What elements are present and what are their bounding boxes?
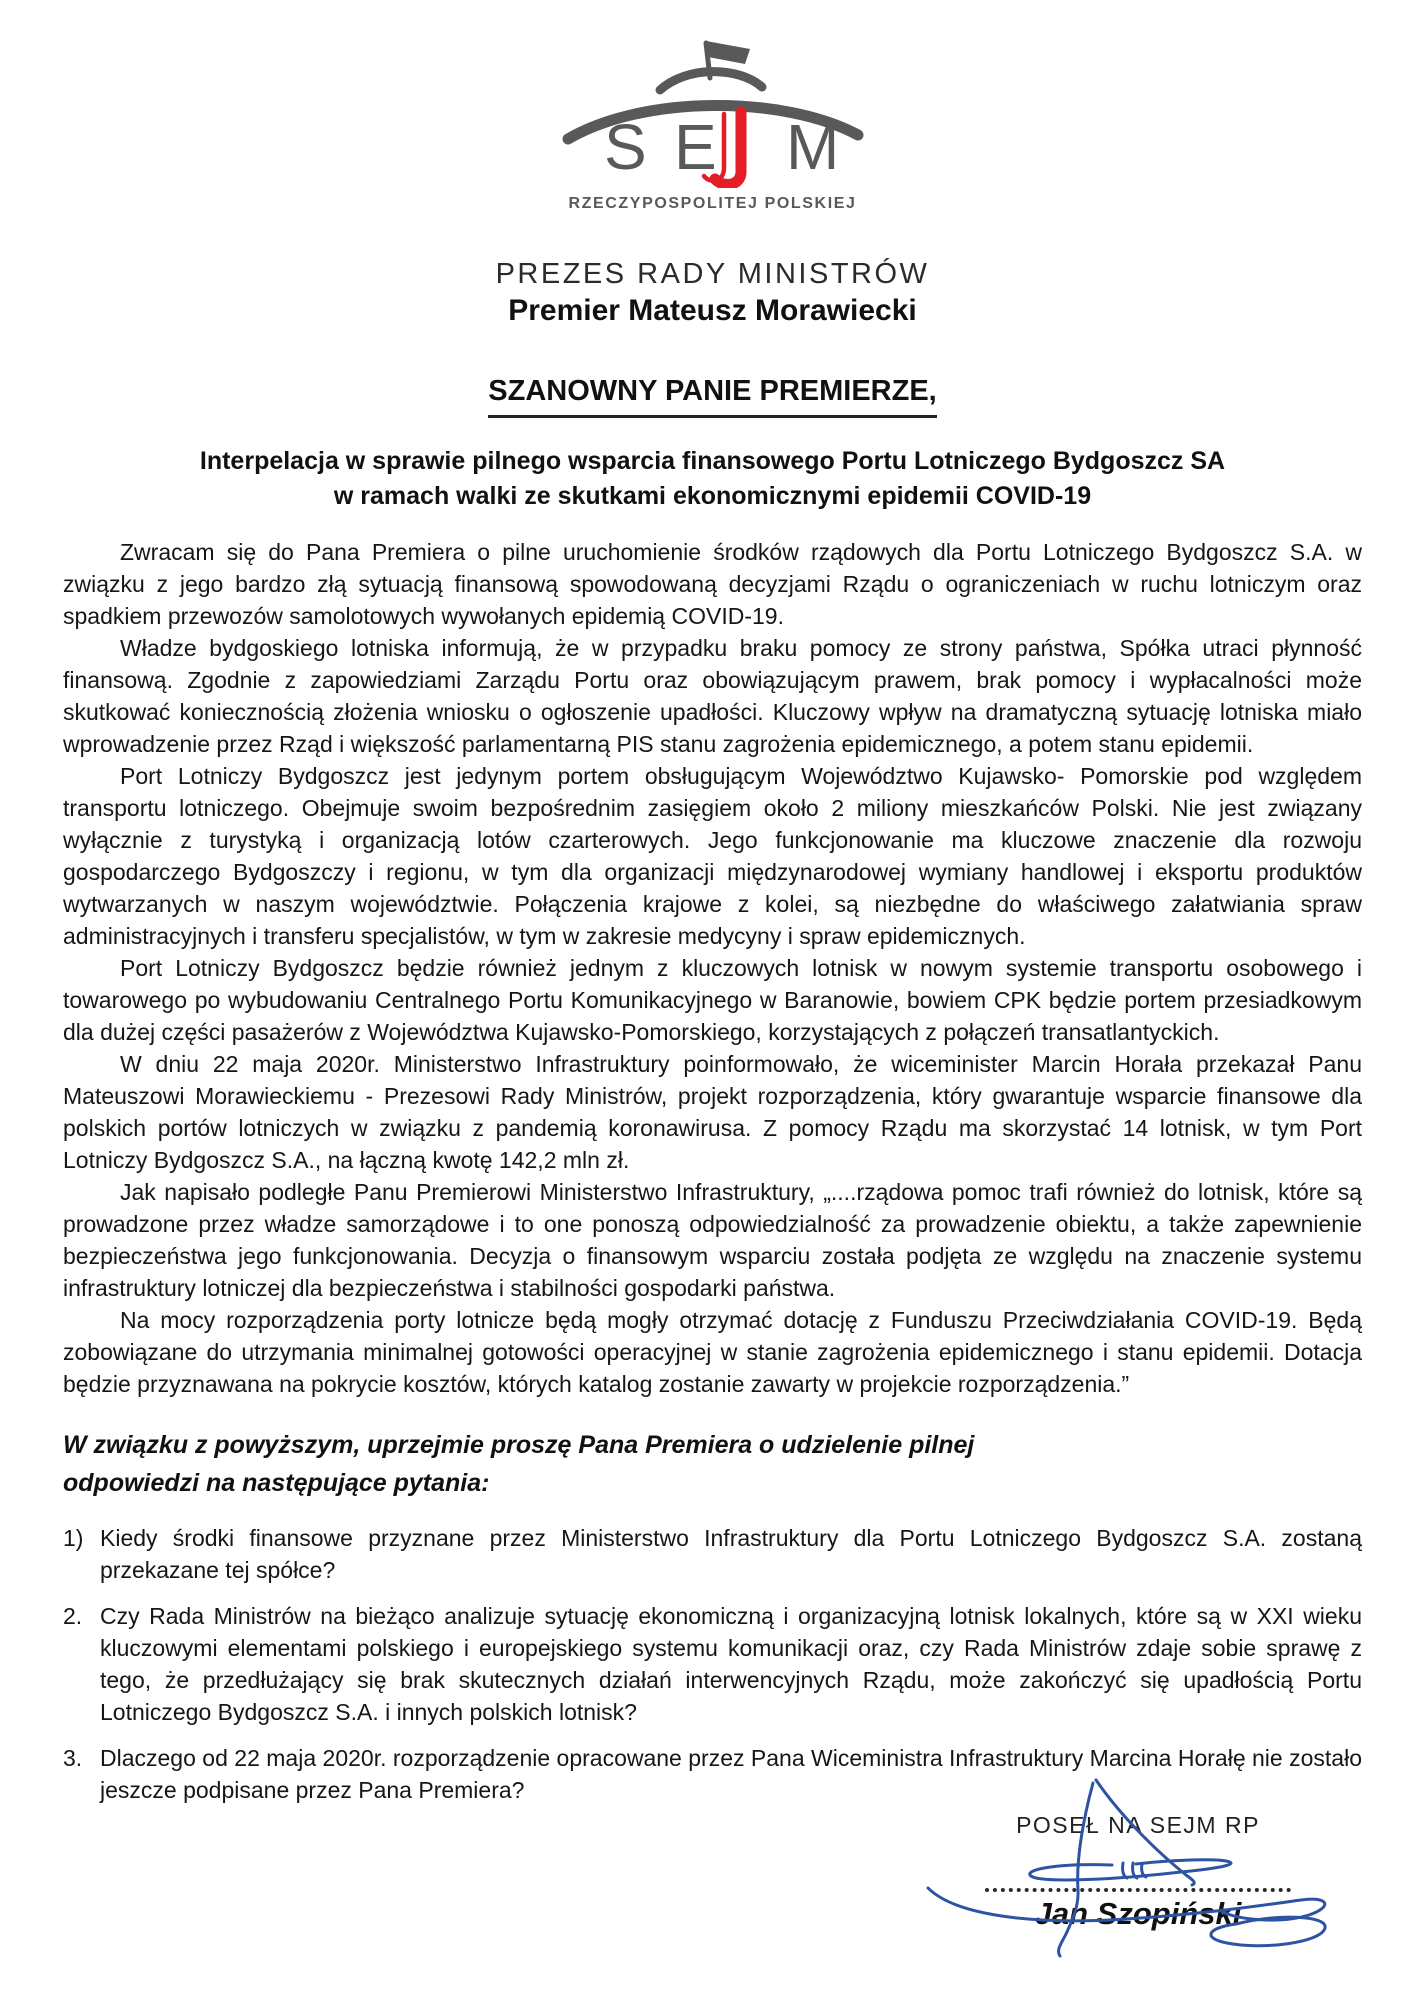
closing-line-2: odpowiedzi na następujące pytania: bbox=[63, 1469, 490, 1497]
letter-body bbox=[0, 536, 1425, 1400]
subject-line-2: w ramach walki ze skutkami ekonomicznymi epidemii COVID-19 bbox=[333, 482, 1092, 510]
list-item bbox=[63, 1600, 1362, 1728]
salutation-row bbox=[0, 375, 1425, 418]
recipient-block bbox=[0, 257, 1425, 331]
list-item bbox=[63, 1522, 1362, 1586]
recipient-title: PREZES RADY MINISTRÓW bbox=[495, 258, 930, 290]
closing-line-1: W związku z powyższym, uprzejmie proszę Pana Premiera o udzielenie pilnej bbox=[63, 1431, 975, 1459]
svg-text:E: E bbox=[673, 111, 717, 183]
salutation: SZANOWNY PANIE PREMIERZE, bbox=[488, 375, 936, 418]
recipient-name: Premier Mateusz Morawiecki bbox=[508, 294, 917, 327]
subject-line-1: Interpelacja w sprawie pilnego wsparcia finansowego Portu Lotniczego Bydgoszcz SA bbox=[199, 447, 1226, 475]
paragraph: Port Lotniczy Bydgoszcz będzie również jednym z kluczowych lotnisk w nowym systemie transportu osobowego i towarowego po wybudowaniu Centralnego Portu Komunikacyjnego w Baranowie, bowiem CPK będzie portem przesiadkowym dla dużej części pasażerów z Województwa Kujawsko-Pomorskiego, korzystających z połączeń transatlantyckich. bbox=[63, 955, 1362, 1045]
svg-text:S: S bbox=[603, 111, 647, 183]
paragraph: Władze bydgoskiego lotniska informują, że w przypadku braku pomocy ze strony państwa, Spółka utraci płynność finansową. Zgodnie z zapowiedziami Zarządu Portu oraz obowiązującym prawem, brak pomocy i wypłacalności może skutkować koniecznością złożenia wniosku o ogłoszenie upadłości. Kluczowy wpływ na dramatyczną sytuację lotniska miało wprowadzenie przez Rząd i większość parlamentarną PIS stanu zagrożenia epidemicznego, a potem stanu epidemii. bbox=[63, 635, 1362, 757]
paragraph: W dniu 22 maja 2020r. Ministerstwo Infrastruktury poinformowało, że wiceminister Marcin Horała przekazał Panu Mateuszowi Morawieckiemu - Prezesowi Rady Ministrów, projekt rozporządzenia, który gwarantuje wsparcie finansowe dla polskich portów lotniczych w związku z pandemią koronawirusa. Z pomocy Rządu ma skorzystać 14 lotnisk, w tym Port Lotniczy Bydgoszcz S.A., na łączną kwotę 142,2 mln zł. bbox=[63, 1051, 1362, 1173]
paragraph: Na mocy rozporządzenia porty lotnicze będą mogły otrzymać dotację z Funduszu Przeciwdziałania COVID-19. Będą zobowiązane do utrzymania minimalnej gotowości operacyjnej w stanie zagrożenia epidemicznego i stanu epidemii. Dotacja będzie przyznawana na pokrycie kosztów, których katalog zostanie zawarty w projekcie rozporządzenia.” bbox=[63, 1307, 1362, 1397]
question-marker: 2. bbox=[63, 1603, 83, 1629]
question-text: Dlaczego od 22 maja 2020r. rozporządzenie opracowane przez Pana Wiceministra Infrastruktury Marcina Horałę nie zostało jeszcze podpisane przez Pana Premiera? bbox=[100, 1745, 1362, 1803]
signer-name: Jan Szopiński bbox=[1034, 1896, 1242, 1931]
signer-role: POSEŁ NA SEJM RP bbox=[1016, 1812, 1260, 1838]
question-marker: 3. bbox=[63, 1745, 83, 1771]
signature-dotted-line bbox=[985, 1866, 1291, 1892]
questions-list bbox=[0, 1522, 1425, 1806]
question-text: Czy Rada Ministrów na bieżąco analizuje sytuację ekonomiczną i organizacyjną lotnisk lokalnych, które są w XXI wieku kluczowymi elementami polskiego i europejskiego systemu komunikacji oraz, czy Rada Ministrów zdaje sobie sprawę z tego, że przedłużający się brak skutecznych działań interwencyjnych Rządu, może zakończyć się upadłością Portu Lotniczego Bydgoszcz S.A. i innych polskich lotnisk? bbox=[100, 1603, 1362, 1725]
paragraph: Jak napisało podległe Panu Premierowi Ministerstwo Infrastruktury, „....rządowa pomoc trafi również do lotnisk, które są prowadzone przez władze samorządowe i to one ponoszą odpowiedzialność za prowadzenie obiektu, a także zapewnienie bezpieczeństwa jego funkcjonowania. Decyzja o finansowym wsparciu została podjęta ze względu na znaczenie systemu infrastruktury lotniczej dla bezpieczeństwa i stabilności gospodarki państwa. bbox=[63, 1179, 1362, 1301]
sejm-logo bbox=[0, 0, 1425, 213]
closing-request bbox=[0, 1426, 1425, 1502]
subject-block bbox=[0, 444, 1425, 514]
sejm-dome-icon bbox=[558, 36, 868, 188]
question-text: Kiedy środki finansowe przyznane przez Ministerstwo Infrastruktury dla Portu Lotniczego Bydgoszcz S.A. zostaną przekazane tej spółce? bbox=[100, 1525, 1362, 1583]
question-marker: 1) bbox=[63, 1525, 84, 1551]
paragraph: Zwracam się do Pana Premiera o pilne uruchomienie środków rządowych dla Portu Lotniczego Bydgoszcz S.A. w związku z jego bardzo złą sytuacją finansową spowodowaną decyzjami Rządu o ograniczeniach w ruchu lotniczym oraz spadkiem przewozów samolotowych wywołanych epidemią COVID-19. bbox=[63, 539, 1362, 629]
logo-caption: RZECZYPOSPOLITEJ POLSKIEJ bbox=[568, 195, 857, 212]
paragraph: Port Lotniczy Bydgoszcz jest jedynym portem obsługującym Województwo Kujawsko- Pomorskie pod względem transportu lotniczego. Obejmuje swoim bezpośrednim zasięgiem około 2 miliony mieszkańców Polski. Nie jest związany wyłącznie z turystyką i organizacją lotów czarterowych. Jego funkcjonowanie ma kluczowe znaczenie dla rozwoju gospodarczego Bydgoszczy i regionu, w tym dla organizacji międzynarodowej wymiany handlowej i eksportu produktów wytwarzanych w naszym województwie. Połączenia krajowe z kolei, są niezbędne do właściwego załatwiania spraw administracyjnych i transferu specjalistów, w tym w zakresie medycyny i spraw epidemicznych. bbox=[63, 763, 1362, 949]
list-item bbox=[63, 1742, 1362, 1806]
svg-text:M: M bbox=[785, 111, 839, 183]
